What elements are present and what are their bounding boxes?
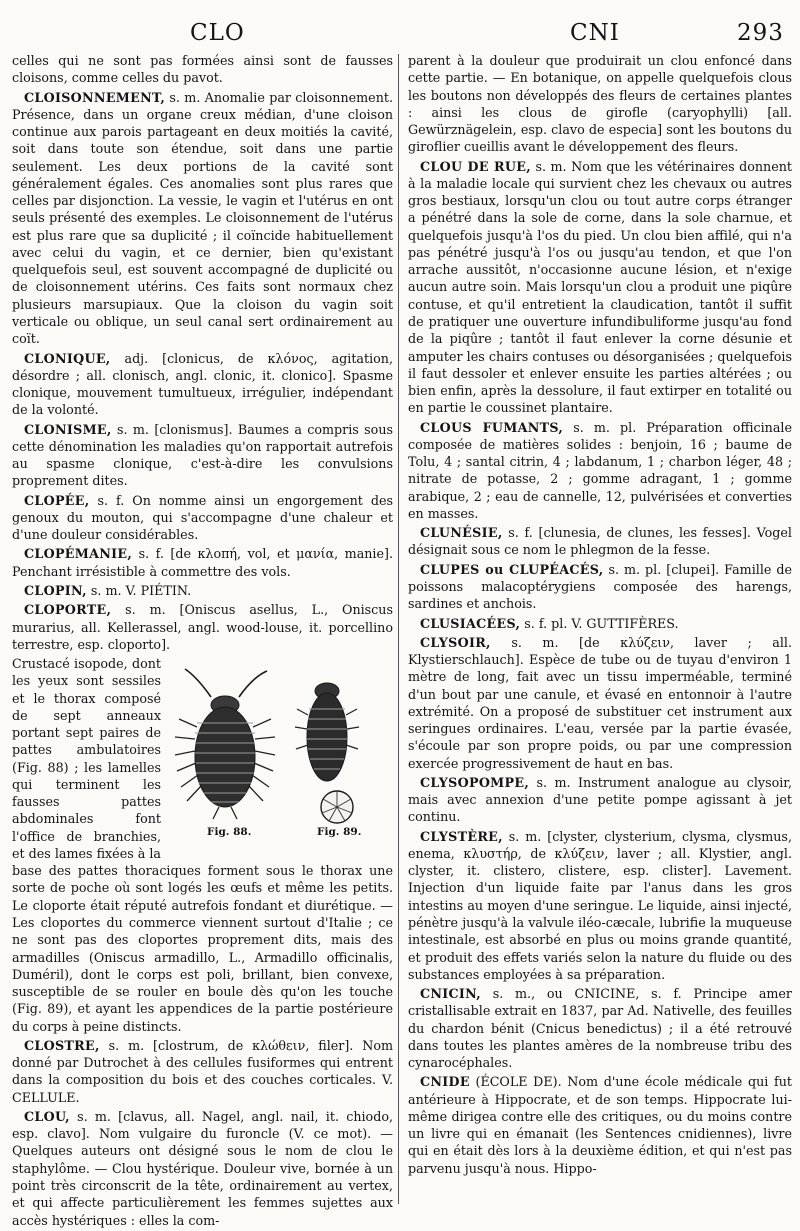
headword: CLONISME, (24, 421, 112, 437)
entry (12, 492, 393, 544)
woodlouse-figures (167, 657, 393, 843)
headword: CLOISONNEMENT, (24, 89, 166, 105)
headword: CLYSTÈRE, (420, 828, 503, 844)
entry (408, 828, 792, 983)
entry-text: (ÉCOLE DE). Nom d'une école médicale qui fut antérieure à Hippocrate, et de son temps. Hippocrate lui-même dirigea contre elle des critiques, ou du moins contre un livre qui en émanait (les Sentences cnidiennes), livre qui en était dès lors à la deuxième édition, et qui n'est pas parvenu jusqu'à nous. Hippo- (408, 1074, 792, 1176)
headword: CLUSIACÉES, (420, 615, 521, 631)
entry-text: celles qui ne sont pas formées ainsi sont de fausses cloisons, comme celles du pavot. (12, 53, 393, 86)
entry-text: s. m. [clonismus]. Baumes a compris sous cette dénomination les maladies qu'on rapportait autrefois au spasme clonique, c'est-à-dire les convulsions proprement dites. (12, 421, 393, 489)
headword: CLONIQUE, (24, 350, 111, 366)
headword: CLOSTRE, (24, 1037, 100, 1053)
headword: CLYSOIR, (420, 634, 491, 650)
entry (408, 158, 792, 417)
headword: CLOU DE RUE, (420, 158, 531, 174)
entry-text: adj. [clonicus, de κλόνος, agitation, désordre ; all. clonisch, angl. clonic, it. clonico]. Spasme clonique, mouvement tumultueux, irrégulier, indépendant de la volonté. (12, 350, 393, 418)
entry (408, 985, 792, 1071)
entry-text: s. m. [clyster, clysterium, clysma, clysmus, enema, κλυστήρ, de κλύζειν, laver ; all. Klystier, angl. clyster, it. clistero, clistere, esp. clister]. Lavement. Injection d'un liquide faite par l'anus dans les gros intestins au moyen d'une seringue. Le liquide, ainsi injecté, pénètre jusqu'à la valvule iléo-cæcale, lubrifie la muqueuse intestinale, est absorbé en plus ou moins grande quantité, et produit des effets variés selon la nature du fluide ou des substances employées à sa préparation. (408, 828, 792, 982)
entry-text: s. m. Nom que les vétérinaires donnent à la maladie locale qui survient chez les chevaux ou autres gros bestiaux, lorsqu'un clou ou tout autre corps étranger a pénétré dans la sole de corne, dans la sole charnue, et quelquefois jusqu'à l'os du pied. Un clou bien affilé, qui n'a pas pénétré jusqu'à l'os ou jusqu'au tendon, et que l'on arrache aussitôt, n'occasionne aucune lésion, et n'exige aucun autre soin. Mais lorsqu'un clou a produit une piqûre contuse, et qu'il entretient la claudication, tantôt il suffit de pratiquer une ouverture infundibuliforme jusqu'au fond de la piqûre ; tantôt il faut enlever la corne désunie et amputer les chairs contuses ou désorganisées ; quelquefois il faut dessoler et enlever ensuite les parties altérées ; ou bien enfin, après la dessolure, il faut extirper en totalité ou en partie le coussinet plantaire. (408, 158, 792, 416)
headword: CLOU, (24, 1108, 70, 1124)
entry (12, 545, 393, 580)
entry-text: s. f. On nomme ainsi un engorgement des genoux du mouton, qui s'accompagne d'une chaleur et d'une douleur considérables. (12, 492, 393, 543)
entry-text: s. m. [de κλύζειν, laver ; all. Klystierschlauch]. Espèce de tube ou de tuyau d'environ 1 mètre de long, fait avec un tissu imperméable, terminé d'un bout par une canule, et évasé en entonnoir à l'autre extrémité. On a proposé de substituer cet instrument aux seringues ordinaires. L'eau, versée par la partie évasée, s'écoule par son propre poids, ou par une compression exercée progressivement de haut en bas. (408, 634, 792, 771)
headword: CLOPIN, (24, 582, 87, 598)
headword: CLOPÉE, (24, 492, 90, 508)
entry (408, 615, 792, 632)
entry-text: s. f. pl. V. GUTTIFÈRES. (524, 615, 679, 631)
left-column (12, 52, 393, 1231)
entry (12, 1108, 393, 1229)
fig89-caption: Fig. 89. (317, 826, 362, 839)
woodlouse-illustration (167, 657, 393, 843)
entry-text: s. m. pl. Préparation officinale composée de matières solides : benjoin, 16 ; baume de Tolu, 4 ; santal citrin, 4 ; labdanum, 1 ; charbon léger, 48 ; nitrate de potasse, 2 ; gomme adragant, 1 ; gomme arabique, 2 ; eau de cannelle, 12, pulvérisées et converties en masses. (408, 419, 792, 521)
headword: CLYSOPOMPE, (420, 774, 530, 790)
entry-with-figure (12, 655, 393, 1035)
entry (408, 524, 792, 559)
column-divider (398, 54, 399, 1204)
page-number: 293 (737, 20, 784, 46)
entry (12, 601, 393, 653)
entry-text: s. m. [Oniscus asellus, L., Oniscus murarius, all. Kellerassel, angl. wood-louse, it. porcellino terrestre, esp. cloporto]. (12, 602, 393, 652)
headword: CLUNÉSIE, (420, 525, 503, 541)
entry-text: s. m. Instrument analogue au clysoir, mais avec annexion d'une petite pompe agissant à jet continu. (408, 774, 792, 825)
headword: CLOUS FUMANTS, (420, 419, 564, 435)
headword: CNICIN, (420, 986, 481, 1002)
headword: CNIDE (420, 1074, 470, 1090)
entry (12, 89, 393, 348)
entry (408, 1073, 792, 1177)
running-head-center: CNI (570, 20, 620, 46)
headword: CLUPES ou CLUPÉACÉS, (420, 561, 604, 577)
entry (408, 634, 792, 772)
right-column (408, 52, 792, 1179)
entry (12, 421, 393, 490)
fig89-pillbug-drawing (295, 683, 359, 823)
entry (408, 774, 792, 826)
entry-text: s. f. [clunesia, de clunes, les fesses]. Vogel désignait sous ce nom le phlegmon de la fesse. (408, 525, 792, 558)
entry-text: s. m. V. PIÉTIN. (90, 582, 192, 598)
entry (408, 52, 792, 156)
entry (408, 561, 792, 613)
headword: CLOPORTE, (24, 602, 112, 618)
headword: CLOPÉMANIE, (24, 546, 133, 562)
fig88-caption: Fig. 88. (207, 826, 252, 839)
entry-text: s. m. Anomalie par cloisonnement. Présence, dans un organe creux médian, d'une cloison continue aux parois partageant en deux moitiés la cavité, soit dans toute son étendue, soit dans une partie seulement. Les deux portions de la cavité sont généralement égales. Ces anomalies sont plus rares que celles par disjonction. La vessie, le vagin et l'utérus en ont seuls présenté des exemples. Le cloisonnement de l'utérus est plus rare que sa duplicité ; il coïncide habituellement avec celui du vagin, et ce dernier, bien qu'existant quelquefois seul, est souvent accompagné de duplicité ou de cloisonnement utérins. Ces faits sont normaux chez plusieurs marsupiaux. Que la cloison du vagin soit verticale ou oblique, un seul canal sert ordinairement au coït. (12, 89, 393, 347)
entry (12, 52, 393, 87)
entry (12, 582, 393, 599)
entry-text: s. f. [de κλοπή, vol, et μανία, manie]. Penchant irrésistible à commettre des vols. (12, 546, 393, 579)
fig88-woodlouse-drawing (175, 669, 275, 819)
entry-text: parent à la douleur que produirait un clou enfoncé dans cette partie. — En botanique, on appelle quelquefois clous les boutons non développés des fleurs de certaines plantes : ainsi les clous de girofle (caryophylli) [all. Gewürznägelein, esp. clavo de especia] sont les boutons du giroflier cueillis avant le développement des fleurs. (408, 53, 792, 155)
entry (408, 419, 792, 523)
entry (12, 1037, 393, 1106)
entry-text: s. m. [clavus, all. Nagel, angl. nail, it. chiodo, esp. clavo]. Nom vulgaire du furoncle (V. ce mot). — Quelques auteurs ont désigné sous le nom de clou le staphylôme. — Clou hystérique. Douleur vive, bornée à un point très circonscrit de la tête, ordinairement au vertex, et qui affecte particulièrement les femmes sujettes aux accès hystériques : elles la com- (12, 1108, 393, 1228)
running-head-left: CLO (190, 20, 245, 46)
entry (12, 350, 393, 419)
entry-text: s. m. pl. [clupei]. Famille de poissons malacoptérygiens composée des harengs, sardines et anchois. (408, 561, 792, 612)
entry-text: Crustacé isopode, dont les yeux sont sessiles et le thorax composé de sept anneaux portant sept paires de pattes ambulatoires (Fig. 88) ; les lamelles qui terminent les fausses pattes abdominales font l'office de branchies, et des lames fixées à la base des pattes thoraciques forment sous le thorax une sorte de poche où sont logés les œufs et même les petits. Le cloporte était réputé autrefois fondant et diurétique. — Les cloportes du commerce viennent surtout d'Italie ; ce ne sont pas des cloportes proprement dits, mais des armadilles (Oniscus armadillo, L., Armadillo officinalis, Duméril), dont le corps est poli, brillant, bien convexe, susceptible de se rouler en boule dès qu'on les touche (Fig. 89), et ayant les appendices de la partie postérieure du corps à peine distincts. (12, 656, 393, 1034)
entry-text: s. m. [clostrum, de κλώθειν, filer]. Nom donné par Dutrochet à des cellules fusiformes qui entrent dans la composition du bois et des couches corticales. V. CELLULE. (12, 1037, 393, 1105)
entry-text: s. m., ou CNICINE, s. f. Principe amer cristallisable extrait en 1837, par Ad. Nativelle, des feuilles du chardon bénit (Cnicus benedictus) ; il a été retrouvé dans toutes les plantes amères de la nombreuse tribu des cynarocéphales. (408, 986, 792, 1071)
